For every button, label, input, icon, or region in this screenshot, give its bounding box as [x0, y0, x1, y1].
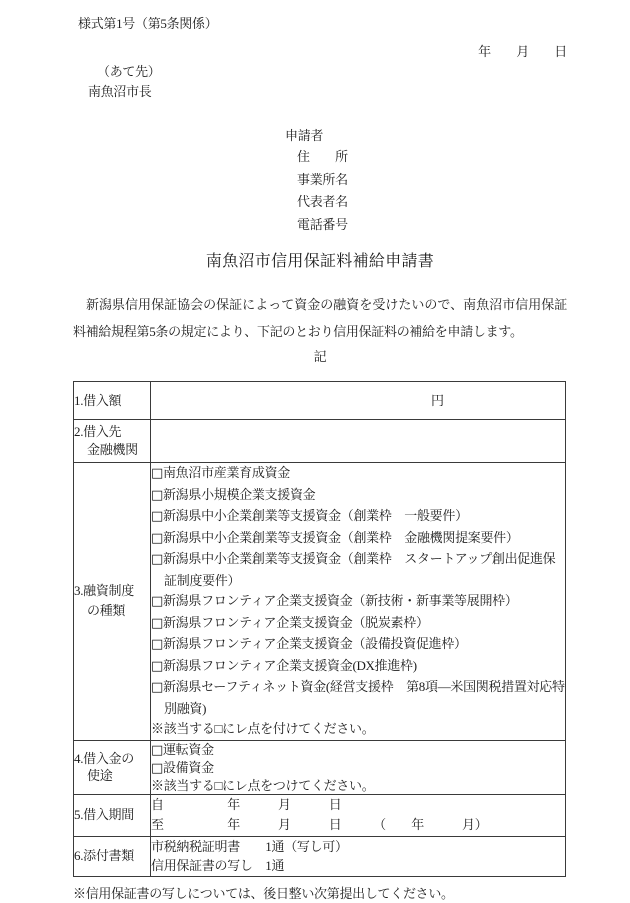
row-label-loan-use — [74, 740, 151, 794]
table-row-loan-period — [74, 794, 566, 836]
checkbox-option — [151, 528, 565, 550]
checkbox-note: ※該当する□にレ点を付けてください。 — [151, 721, 375, 736]
checkbox-option — [151, 613, 565, 635]
table-row-attachments — [74, 836, 566, 876]
row-label-text: 3.融資制度 — [74, 583, 134, 599]
table-row-loan-amount — [74, 382, 566, 420]
checkbox-label: 新潟県小規模企業支援資金 — [162, 486, 316, 502]
checkbox-icon[interactable]: □ — [151, 658, 163, 674]
checkbox-icon[interactable]: □ — [151, 509, 163, 524]
checkbox-icon[interactable]: □ — [151, 466, 163, 481]
checkbox-label: 新潟県フロンティア企業支援資金（脱炭素枠） — [162, 614, 429, 630]
page-title: 南魚沼市信用保証料補給申請書 — [205, 253, 435, 270]
checkbox-label: 新潟県セーフティネット資金(経営支援枠 第8項―米国関税措置対応特別融資) — [162, 679, 565, 716]
checkbox-option — [151, 485, 565, 507]
checkbox-icon[interactable]: □ — [151, 487, 163, 503]
row-label-loan-period — [74, 794, 151, 836]
row-label-text2: 使途 — [87, 768, 113, 783]
checkbox-label: 新潟県フロンティア企業支援資金（設備投資促進枠） — [162, 636, 467, 651]
applicant-address-label: 住 所 — [297, 149, 348, 164]
applicant-block — [285, 126, 567, 236]
table-row-loan-program — [74, 463, 566, 741]
body-paragraph: 新潟県信用保証協会の保証によって資金の融資を受けたいので、南魚沼市信用保証料補給規程第5条の規定により、下記のとおり信用保証料の補給を申請します。 — [73, 297, 567, 339]
checkbox-icon[interactable]: □ — [151, 742, 163, 758]
row-label-loan-amount — [74, 382, 151, 420]
loan-amount-cell — [151, 382, 566, 420]
checkbox-label: 新潟県中小企業創業等支援資金（創業枠 一般要件） — [162, 508, 468, 523]
lender-cell — [151, 420, 566, 463]
checkbox-option — [151, 549, 565, 591]
checkbox-option — [151, 677, 565, 719]
period-from-line: 自 年 月 日 — [151, 797, 342, 812]
checkbox-icon[interactable]: □ — [151, 594, 163, 609]
date-line: 年 月 日 — [478, 44, 567, 59]
yen-unit: 円 — [431, 392, 444, 408]
addressee: 南魚沼市長 — [88, 84, 152, 99]
checkbox-icon[interactable]: □ — [151, 680, 163, 695]
checkbox-option — [151, 741, 565, 759]
row-label-text2: の種類 — [87, 603, 126, 619]
checkbox-option — [151, 656, 565, 678]
checkbox-icon[interactable]: □ — [151, 760, 163, 776]
form-number: 様式第1号（第5条関係） — [78, 16, 218, 31]
checkbox-label: 新潟県フロンティア企業支援資金(DX推進枠) — [162, 657, 417, 673]
row-label-lender — [74, 420, 151, 463]
checkbox-option — [151, 463, 565, 485]
addressee-label: （あて先） — [97, 64, 161, 79]
checkbox-label: 新潟県フロンティア企業支援資金（新技術・新事業等展開枠） — [162, 593, 518, 608]
applicant-office-label: 事業所名 — [297, 171, 348, 187]
row-label-loan-program — [74, 463, 151, 741]
applicant-representative-label: 代表者名 — [297, 194, 348, 209]
checkbox-option — [151, 591, 565, 613]
checkbox-label: 新潟県中小企業創業等支援資金（創業枠 金融機関提案要件） — [162, 529, 519, 545]
checkbox-icon[interactable]: □ — [151, 552, 163, 567]
checkbox-label: 運転資金 — [162, 741, 214, 757]
period-to-line: 至 年 月 日 （ 年 月） — [151, 817, 488, 832]
checkbox-option — [151, 634, 565, 656]
attachment-line-1: 市税納税証明書 1通（写し可） — [151, 839, 348, 854]
table-row-loan-use — [74, 740, 566, 794]
row-label-text: 1.借入額 — [74, 392, 122, 408]
attachment-line-2: 信用保証書の写し 1通 — [151, 858, 285, 873]
checkbox-icon[interactable]: □ — [151, 530, 163, 546]
loan-program-cell — [151, 463, 566, 741]
applicant-label: 申請者 — [285, 128, 324, 143]
row-label-attachments — [74, 836, 151, 876]
checkbox-icon[interactable]: □ — [151, 615, 163, 631]
row-label-text: 4.借入金の — [74, 751, 134, 766]
attachments-cell — [151, 836, 566, 876]
checkbox-note: ※該当する□にレ点をつけてください。 — [151, 777, 375, 793]
applicant-phone-label: 電話番号 — [297, 216, 348, 232]
row-label-text2: 金融機関 — [87, 442, 138, 457]
checkbox-label: 設備資金 — [162, 759, 214, 775]
record-heading: 記 — [313, 349, 327, 364]
footer-note: ※信用保証書の写しについては、後日整い次第提出してください。 — [73, 885, 454, 901]
row-label-text: 6.添付書類 — [74, 848, 134, 863]
loan-period-cell — [151, 794, 566, 836]
checkbox-label: 新潟県中小企業創業等支援資金（創業枠 スタートアップ創出促進保証制度要件） — [162, 551, 556, 588]
application-table — [73, 381, 566, 877]
checkbox-option — [151, 759, 565, 777]
row-label-text: 2.借入先 — [74, 424, 122, 439]
table-row-lender — [74, 420, 566, 463]
loan-use-cell — [151, 740, 566, 794]
checkbox-option — [151, 506, 565, 528]
row-label-text: 5.借入期間 — [74, 807, 134, 822]
checkbox-label: 南魚沼市産業育成資金 — [162, 465, 290, 480]
checkbox-icon[interactable]: □ — [151, 637, 163, 652]
